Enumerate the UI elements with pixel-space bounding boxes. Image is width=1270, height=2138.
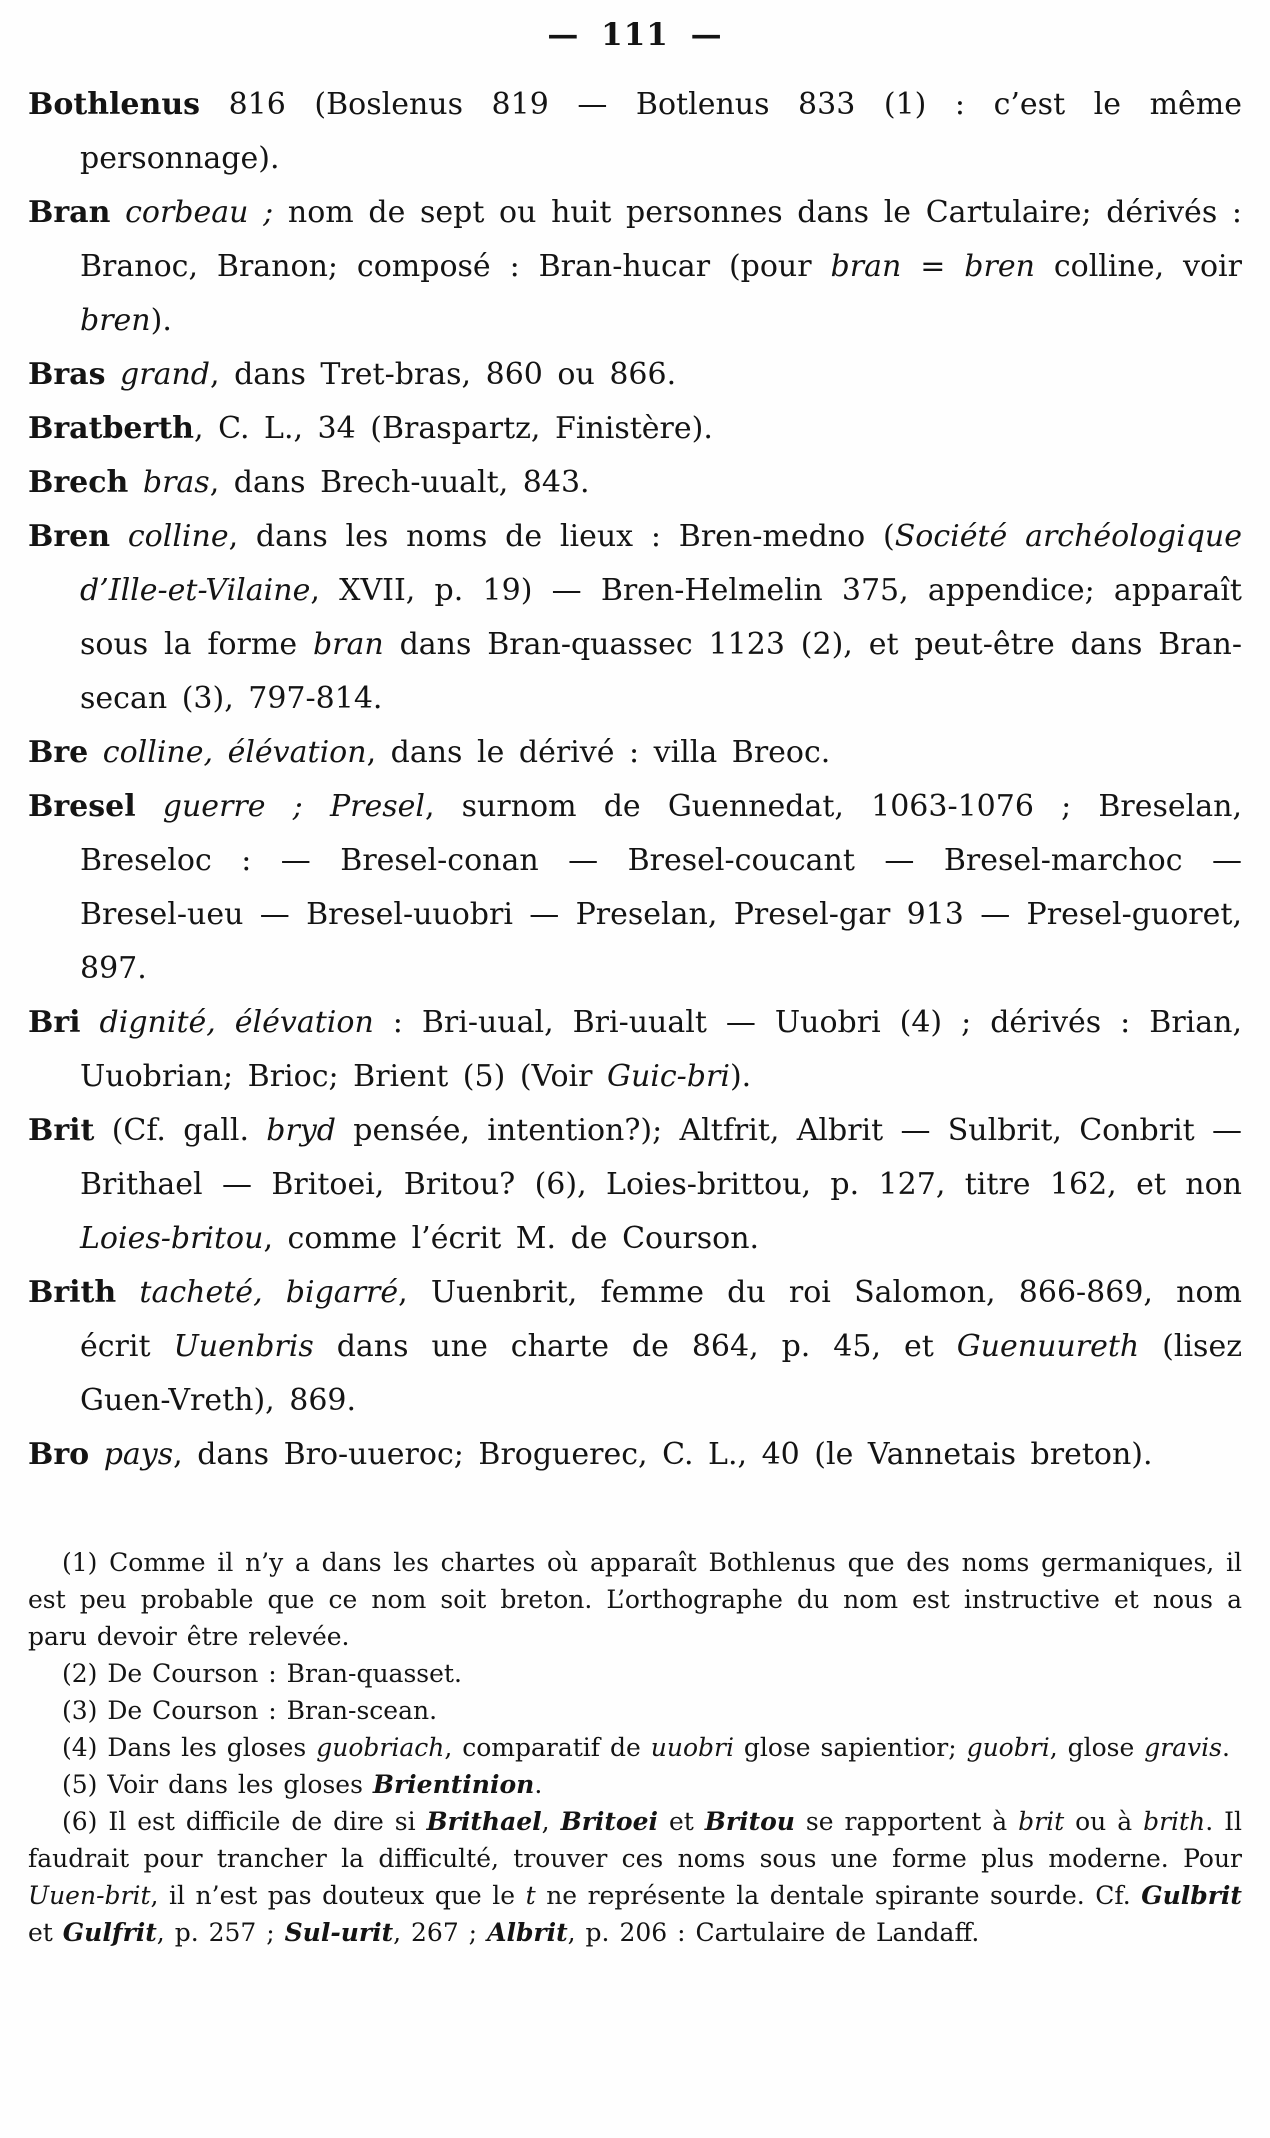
text-segment: Uuenbris (173, 1329, 314, 1364)
text-segment: , dans Brech-uualt, 843. (209, 465, 590, 500)
text-segment: = (901, 249, 965, 284)
text-segment: , dans les noms de lieux : Bren-medno ( (228, 519, 895, 554)
text-segment: Brientinion (372, 1770, 535, 1799)
text-segment: t (525, 1881, 536, 1910)
text-segment: colline (110, 519, 229, 554)
text-segment: nom de sept ou huit personnes dans le Cartulaire; dérivés : Branoc, Branon; composé : Bran-hucar (pour (80, 195, 1242, 284)
text-segment: (lisez Guen-Vreth), 869. (80, 1329, 1243, 1418)
footnote (28, 1766, 1242, 1803)
text-segment: pensée, intention?); Altfrit, Albrit — Sulbrit, Conbrit — Brithael — Britoei, Britou? (6), Loies-brittou, p. 127, titre 162, et non (80, 1113, 1243, 1202)
text-segment: corbeau ; (110, 195, 274, 230)
footnote-list (28, 1544, 1242, 1951)
text-segment: , il n’est pas douteux que le (150, 1881, 526, 1910)
dictionary-entry (28, 510, 1242, 726)
text-segment: Gulbrit (1141, 1881, 1242, 1910)
text-segment: colline, voir (1034, 249, 1242, 284)
text-segment: Guenuureth (956, 1329, 1140, 1364)
text-segment: Société archéologique d’Ille-et-Vilaine (80, 519, 1242, 608)
text-segment: Gulfrit (62, 1918, 157, 1947)
text-segment: (6) Il est difficile de dire si (62, 1807, 427, 1836)
text-segment: (2) De Courson : Bran-quasset. (62, 1659, 462, 1688)
text-segment: bren (80, 303, 151, 338)
text-segment: , 267 ; (393, 1918, 488, 1947)
entry-headword: Bren (28, 519, 111, 554)
text-segment: se rapportent à (794, 1807, 1019, 1836)
entry-headword: Brech (28, 465, 129, 500)
entry-headword: Bran (28, 195, 111, 230)
text-segment: Albrit (487, 1918, 568, 1947)
text-segment: et (658, 1807, 705, 1836)
text-segment: , surnom de Guennedat, 1063-1076 ; Breselan, Breseloc : — Bresel-conan — Bresel-coucant — Bresel-marchoc — Bresel-ueu — Bresel-uuobri — Preselan, Presel-gar 913 — Presel-guoret, 897. (80, 789, 1242, 986)
entry-headword: Brit (28, 1113, 95, 1148)
text-segment: , dans le dérivé : villa Breoc. (366, 735, 831, 770)
text-segment: dans une charte de 864, p. 45, et (313, 1329, 957, 1364)
text-segment: (Cf. gall. (94, 1113, 267, 1148)
text-segment: , p. 257 ; (156, 1918, 285, 1947)
text-segment: ne représente la dentale spirante sourde. Cf. (535, 1881, 1142, 1910)
text-segment: dans Bran-quassec 1123 (2), et peut-être dans Bran-secan (3), 797-814. (80, 627, 1242, 716)
text-segment: bran (312, 627, 384, 662)
text-segment: . Il faudrait pour trancher la difficulté, trouver ces noms sous une forme plus moderne. Pour (28, 1807, 1242, 1873)
text-segment: Brithael (426, 1807, 542, 1836)
dictionary-entry (28, 348, 1242, 402)
text-segment: guobri (966, 1733, 1050, 1762)
text-segment: , glose (1049, 1733, 1145, 1762)
entry-headword: Bratberth (28, 411, 194, 446)
dictionary-entry (28, 186, 1242, 348)
text-segment: Loies-britou (80, 1221, 264, 1256)
text-segment: et (28, 1918, 63, 1947)
page-number: — 111 — (547, 17, 723, 53)
text-segment: Guic-bri (606, 1059, 730, 1094)
text-segment: ). (150, 303, 172, 338)
entry-headword: Bro (28, 1437, 90, 1472)
dictionary-entry (28, 1104, 1242, 1266)
text-segment: (1) Comme il n’y a dans les chartes où apparaît Bothlenus que des noms germaniques, il est peu probable que ce nom soit breton. L’orthographe du nom est instructive et nous a paru devoir être relevée. (28, 1548, 1242, 1651)
footnote (28, 1729, 1242, 1766)
text-segment: , (541, 1807, 561, 1836)
text-segment: , p. 206 : Cartulaire de Landaff. (567, 1918, 980, 1947)
dictionary-entry (28, 1428, 1242, 1482)
text-segment: (4) Dans les gloses (62, 1733, 317, 1762)
text-segment: bryd (266, 1113, 336, 1148)
text-segment: ou à (1064, 1807, 1144, 1836)
text-segment: gravis (1144, 1733, 1223, 1762)
dictionary-entry (28, 1266, 1242, 1428)
text-segment: , comparatif de (444, 1733, 651, 1762)
text-segment: tacheté, bigarré (116, 1275, 399, 1310)
text-segment: , XVII, p. 19) — Bren-Helmelin 375, appendice; apparaît sous la forme (80, 573, 1242, 662)
text-segment: , C. L., 34 (Braspartz, Finistère). (194, 411, 713, 446)
footnote (28, 1544, 1242, 1655)
text-segment: colline, élévation (88, 735, 367, 770)
entry-headword: Bri (28, 1005, 81, 1040)
text-segment: , Uuenbrit, femme du roi Salomon, 866-869, nom écrit (80, 1275, 1242, 1364)
text-segment: Uuen-brit (28, 1881, 151, 1910)
text-segment: , dans Tret-bras, 860 ou 866. (210, 357, 677, 392)
text-segment: pays (89, 1437, 174, 1472)
text-segment: guerre ; (135, 789, 330, 824)
text-segment: Sul-urit (284, 1918, 394, 1947)
text-segment: 816 (Boslenus 819 — Botlenus 833 (1) : c’est le même personnage). (80, 87, 1242, 176)
text-segment: uuobri (650, 1733, 734, 1762)
entry-headword: Bothlenus (28, 87, 201, 122)
text-segment: (3) De Courson : Bran-scean. (62, 1696, 438, 1725)
text-segment: brit (1018, 1807, 1065, 1836)
text-segment: bras (128, 465, 210, 500)
text-segment: , comme l’écrit M. de Courson. (263, 1221, 760, 1256)
text-segment: guobriach (316, 1733, 445, 1762)
text-segment: glose sapientior; (733, 1733, 967, 1762)
dictionary-entry (28, 78, 1242, 186)
text-segment: (5) Voir dans les gloses (62, 1770, 373, 1799)
footnote (28, 1655, 1242, 1692)
dictionary-entry (28, 780, 1242, 996)
entry-headword: Bras (28, 357, 106, 392)
entry-headword: Bresel (28, 789, 136, 824)
text-segment: , dans Bro-uueroc; Broguerec, C. L., 40 (le Vannetais breton). (173, 1437, 1153, 1472)
text-segment: Britoei (560, 1807, 659, 1836)
text-segment: dignité, élévation (80, 1005, 374, 1040)
text-segment: . (534, 1770, 543, 1799)
text-segment: grand (105, 357, 210, 392)
footnote (28, 1803, 1242, 1951)
text-segment: : Bri-uual, Bri-uualt — Uuobri (4) ; dérivés : Brian, Uuobrian; Brioc; Brient (5) (Voir (80, 1005, 1242, 1094)
text-segment: ). (729, 1059, 752, 1094)
entry-headword: Brith (28, 1275, 117, 1310)
text-segment: bren (964, 249, 1035, 284)
dictionary-entry (28, 726, 1242, 780)
text-segment: . (1222, 1733, 1230, 1762)
dictionary-entry (28, 402, 1242, 456)
entry-headword: Bre (28, 735, 89, 770)
entry-list (28, 78, 1242, 1482)
text-segment: bran (830, 249, 902, 284)
dictionary-entry (28, 456, 1242, 510)
text-segment: Presel (329, 789, 425, 824)
dictionary-entry (28, 996, 1242, 1104)
text-segment: brith (1143, 1807, 1206, 1836)
text-segment: Britou (704, 1807, 795, 1836)
footnote (28, 1692, 1242, 1729)
